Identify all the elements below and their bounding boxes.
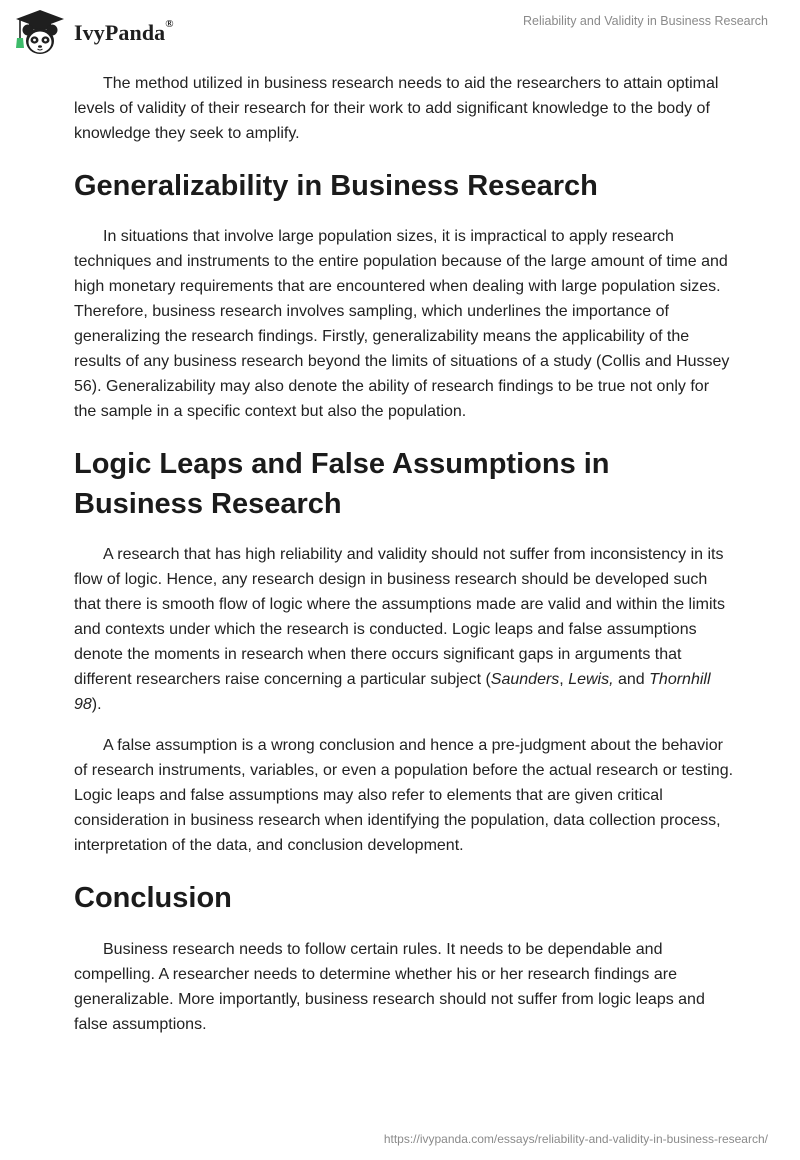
citation-author-lewis: Lewis, <box>568 671 614 688</box>
logic-leaps-paragraph-2: A false assumption is a wrong conclusion and hence a pre-judgment about the behavior of research instruments, variables, or even a population before the actual research or testing. Logic leaps and false assumptions may also refer to elements that are given critical consideration in business research when identifying the population, data collection process, interpretation of the data, and conclusion development. <box>74 737 734 854</box>
intro-paragraph: The method utilized in business research needs to aid the researchers to attain optimal levels of validity of their research for their work to add significant knowledge to the body of knowledge they seek to amplify. <box>74 75 719 142</box>
section-heading-logic-leaps: Logic Leaps and False Assumptions in Business Research <box>74 448 610 520</box>
page-header <box>0 0 800 70</box>
generalizability-paragraph: In situations that involve large population sizes, it is impractical to apply research techniques and instruments to the entire population because of the large amount of time and high monetary requirements that are encountered when dealing with large population sizes. Therefore, business research involves sampling, which underlines the importance of generalizing the research findings. Firstly, generalizability means the applicability of the results of any business research beyond the limits of situations of a study (Collis and Hussey 56). Generalizability may also denote the ability of research findings to be true not only for the sample in a specific context but also the population. <box>74 228 730 420</box>
document-title: Reliability and Validity in Business Research <box>522 14 768 28</box>
registered-mark: ® <box>165 18 174 30</box>
section-heading-conclusion: Conclusion <box>74 882 232 914</box>
conclusion-paragraph: Business research needs to follow certain rules. It needs to be dependable and compelling. A researcher needs to determine whether his or her research findings are generalizable. More importantly, business research should not suffer from logic leaps and false assumptions. <box>74 941 705 1033</box>
section-heading-generalizability: Generalizability in Business Research <box>74 170 598 202</box>
citation-author-thornhill: Thornhill 98 <box>74 671 711 713</box>
source-url-link[interactable]: https://ivypanda.com/essays/reliability-and-validity-in-business-research/ <box>383 1132 768 1146</box>
brand-logo[interactable] <box>12 8 174 58</box>
panda-graduate-icon <box>12 8 68 58</box>
article-body <box>74 71 734 1053</box>
citation-close: ). <box>91 696 102 713</box>
citation-author-saunders: Saunders <box>490 671 560 688</box>
citation-separator-1: , <box>559 671 569 688</box>
logic-leaps-paragraph-1 <box>74 542 734 717</box>
citation-separator-2: and <box>613 671 650 688</box>
brand-name: IvyPanda® <box>74 18 174 45</box>
logic-leaps-paragraph-1-text: A research that has high reliability and validity should not suffer from inconsistency in its flow of logic. Hence, any research design in business research should be developed such that there is smooth flow of logic where the assumptions made are valid and within the limits and contexts under which the research is conducted. Logic leaps and false assumptions denote the moments in research when there occurs significant gaps in arguments that different researchers raise concerning a particular subject ( <box>74 546 725 688</box>
